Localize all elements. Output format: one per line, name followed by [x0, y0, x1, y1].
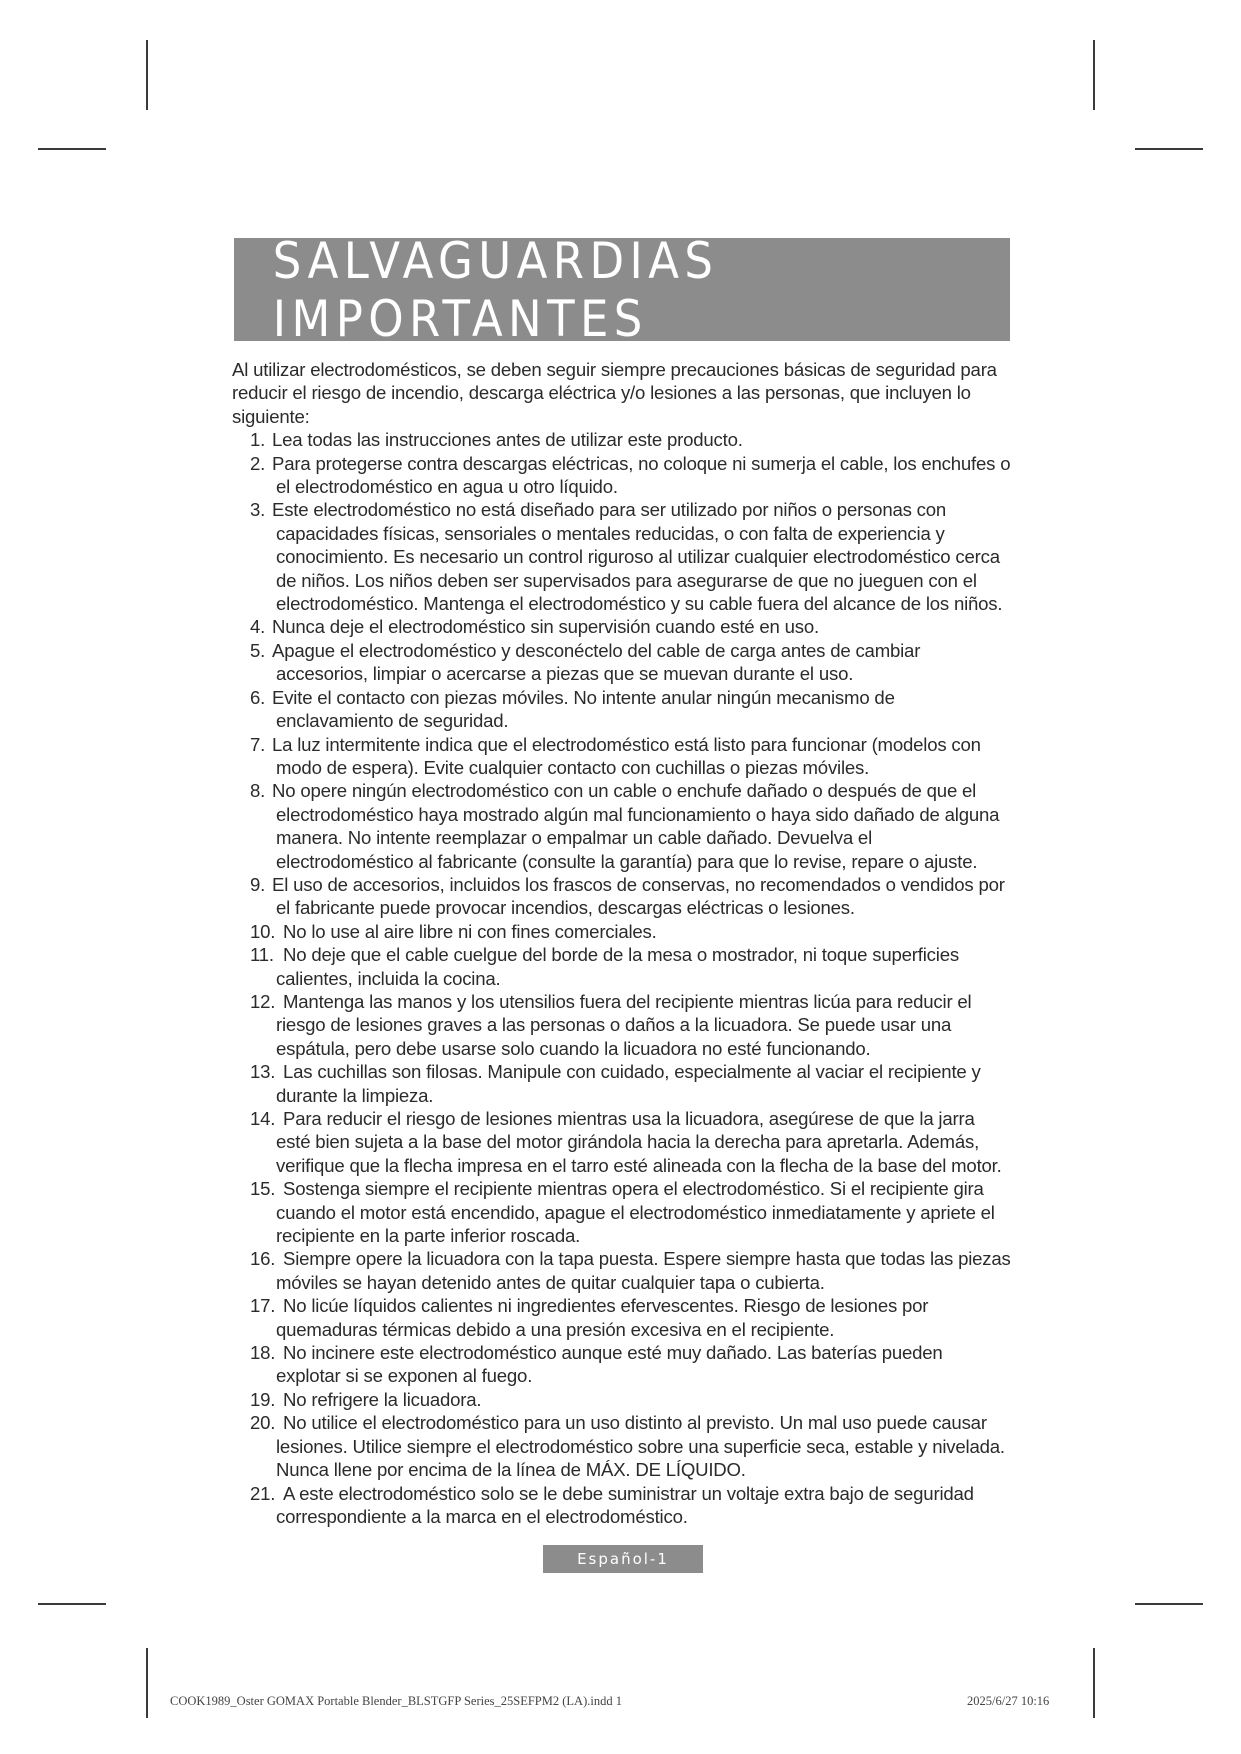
crop-mark-bottom-right: [1093, 1648, 1095, 1718]
list-item-text: Lea todas las instrucciones antes de utilizar este producto.: [272, 429, 743, 451]
list-item-number: 17.: [250, 1295, 276, 1317]
list-item-number: 18.: [250, 1342, 276, 1364]
list-item-text: Para reducir el riesgo de lesiones mientras usa la licuadora, asegúrese de que la jarra esté bien sujeta a la base del motor girándola hacia la derecha para apretarla. Además, verifique que la flecha impresa en el tarro esté alineada con la flecha de la base del motor.: [276, 1108, 1002, 1176]
list-item-number: 2.: [250, 452, 266, 474]
list-item-number: 11.: [250, 944, 274, 966]
list-item-number: 4.: [250, 616, 266, 638]
list-item-number: 10.: [250, 920, 276, 942]
list-item: [232, 1060, 1012, 1107]
list-item: [232, 873, 1012, 920]
list-item-number: 16.: [250, 1248, 276, 1270]
list-item: [232, 990, 1012, 1060]
list-item: [232, 920, 1012, 943]
footer-file-slug: COOK1989_Oster GOMAX Portable Blender_BLSTGFP Series_25SEFPM2 (LA).indd 1: [170, 1694, 622, 1708]
list-item: [232, 452, 1012, 499]
title-banner: [234, 231, 1010, 348]
crop-mark-bottom-left-h: [38, 1603, 106, 1605]
list-item-text: Apague el electrodoméstico y desconéctelo del cable de carga antes de cambiar accesorios, limpiar o acercarse a piezas que se muevan durante el uso.: [272, 639, 921, 685]
list-item-text: Mantenga las manos y los utensilios fuera del recipiente mientras licúa para reducir el riesgo de lesiones graves a las personas o daños a la licuadora. Se puede usar una espátula, pero debe usarse solo cuando la licuadora no esté funcionando.: [276, 990, 972, 1059]
list-item-text: Las cuchillas son filosas. Manipule con cuidado, especialmente al vaciar el recipiente y durante la limpieza.: [276, 1061, 981, 1106]
list-item-text: No utilice el electrodoméstico para un uso distinto al previsto. Un mal uso puede causar lesiones. Utilice siempre el electrodoméstico sobre una superficie seca, estable y nivelada. Nunca llene por encima de la línea de MÁX. DE LÍQUIDO.: [276, 1412, 1005, 1481]
crop-mark-top-left: [146, 40, 148, 110]
list-item-text: El uso de accesorios, incluidos los frascos de conservas, no recomendados o vendidos por el fabricante puede provocar incendios, descargas eléctricas o lesiones.: [272, 873, 1005, 919]
list-item-number: 20.: [250, 1412, 276, 1434]
crop-mark-top-right-h: [1135, 148, 1203, 150]
list-item-number: 14.: [250, 1108, 276, 1129]
list-item: [232, 639, 1012, 686]
list-item-text: No deje que el cable cuelgue del borde de la mesa o mostrador, ni toque superficies calientes, incluida la cocina.: [276, 944, 959, 989]
safeguards-list: [232, 428, 1012, 1528]
list-item-number: 15.: [250, 1178, 276, 1200]
list-item-text: No lo use al aire libre ni con fines comerciales.: [283, 920, 657, 942]
list-item-number: 9.: [250, 873, 266, 895]
crop-mark-bottom-left: [146, 1648, 148, 1718]
list-item-number: 6.: [250, 686, 266, 708]
list-item-number: 19.: [250, 1388, 276, 1410]
list-item: [232, 428, 1012, 451]
intro-paragraph: Al utilizar electrodomésticos, se deben seguir siempre precauciones básicas de seguridad para reducir el riesgo de incendio, descarga eléctrica y/o lesiones a las personas, que incluyen lo siguiente:: [232, 359, 997, 427]
list-item-text: No opere ningún electrodoméstico con un cable o enchufe dañado o después de que el electrodoméstico haya mostrado algún mal funcionamiento o haya sido dañado de alguna manera. No intente reemplazar o empalmar un cable dañado. Devuelva el electrodoméstico al fabricante (consulte la garantía) para que lo revise, repare o ajuste.: [272, 780, 1000, 872]
list-item: [232, 498, 1012, 615]
list-item: [232, 1482, 1012, 1529]
list-item-text: Nunca deje el electrodoméstico sin supervisión cuando esté en uso.: [272, 616, 820, 638]
page-number-tab: Español-1: [543, 1545, 703, 1573]
list-item: [232, 1388, 1012, 1411]
list-item-number: 8.: [250, 780, 266, 802]
list-item-text: Sostenga siempre el recipiente mientras opera el electrodoméstico. Si el recipiente gira cuando el motor está encendido, apague el electrodoméstico inmediatamente y apriete el recipiente en la parte inferior roscada.: [276, 1178, 995, 1247]
crop-mark-top-right: [1093, 40, 1095, 110]
footer-datetime: 2025/6/27 10:16: [967, 1694, 1050, 1708]
list-item-number: 7.: [250, 733, 266, 755]
list-item-number: 13.: [250, 1061, 276, 1083]
list-item: [232, 779, 1012, 873]
list-item-number: 5.: [250, 639, 266, 661]
list-item-text: No licúe líquidos calientes ni ingredientes efervescentes. Riesgo de lesiones por quemaduras térmicas debido a una presión excesiva en el recipiente.: [276, 1295, 929, 1340]
list-item: [232, 943, 1012, 990]
list-item: [232, 1177, 1012, 1247]
page-title: SALVAGUARDIAS IMPORTANTES: [272, 231, 719, 348]
list-item-number: 1.: [250, 429, 266, 451]
list-item: [232, 1247, 1012, 1294]
list-item-text: No refrigere la licuadora.: [283, 1388, 482, 1410]
list-item-text: Evite el contacto con piezas móviles. No intente anular ningún mecanismo de enclavamiento de seguridad.: [272, 686, 895, 732]
list-item-number: 21.: [250, 1482, 276, 1504]
list-item-number: 12.: [250, 990, 276, 1012]
list-item: [232, 733, 1012, 780]
safeguards-body: [232, 358, 1012, 1528]
list-item: [232, 1341, 1012, 1388]
list-item: [232, 1294, 1012, 1341]
list-item-text: No incinere este electrodoméstico aunque esté muy dañado. Las baterías pueden explotar si se exponen al fuego.: [276, 1342, 943, 1387]
list-item-text: La luz intermitente indica que el electrodoméstico está listo para funcionar (modelos con modo de espera). Evite cualquier contacto con cuchillas o piezas móviles.: [272, 733, 981, 778]
list-item: [232, 1411, 1012, 1481]
list-item: [232, 1107, 1012, 1177]
crop-mark-bottom-right-h: [1135, 1603, 1203, 1605]
list-item-text: Siempre opere la licuadora con la tapa puesta. Espere siempre hasta que todas las piezas móviles se hayan detenido antes de quitar cualquier tapa o cubierta.: [276, 1248, 1011, 1293]
list-item-text: A este electrodoméstico solo se le debe suministrar un voltaje extra bajo de seguridad correspondiente a la marca en el electrodoméstico.: [276, 1482, 974, 1527]
list-item: [232, 686, 1012, 733]
list-item-text: Para protegerse contra descargas eléctricas, no coloque ni sumerja el cable, los enchufes o el electrodoméstico en agua u otro líquido.: [272, 452, 1011, 498]
list-item: [232, 615, 1012, 638]
crop-mark-top-left-h: [38, 148, 106, 150]
list-item-text: Este electrodoméstico no está diseñado para ser utilizado por niños o personas con capacidades físicas, sensoriales o mentales reducidas, o con falta de experiencia y conocimiento. Es necesario un control riguroso al utilizar cualquier electrodoméstico cerca de niños. Los niños deben ser supervisados para asegurarse de que no jueguen con el electrodoméstico. Mantenga el electrodoméstico y su cable fuera del alcance de los niños.: [272, 499, 1003, 615]
list-item-number: 3.: [250, 499, 266, 521]
